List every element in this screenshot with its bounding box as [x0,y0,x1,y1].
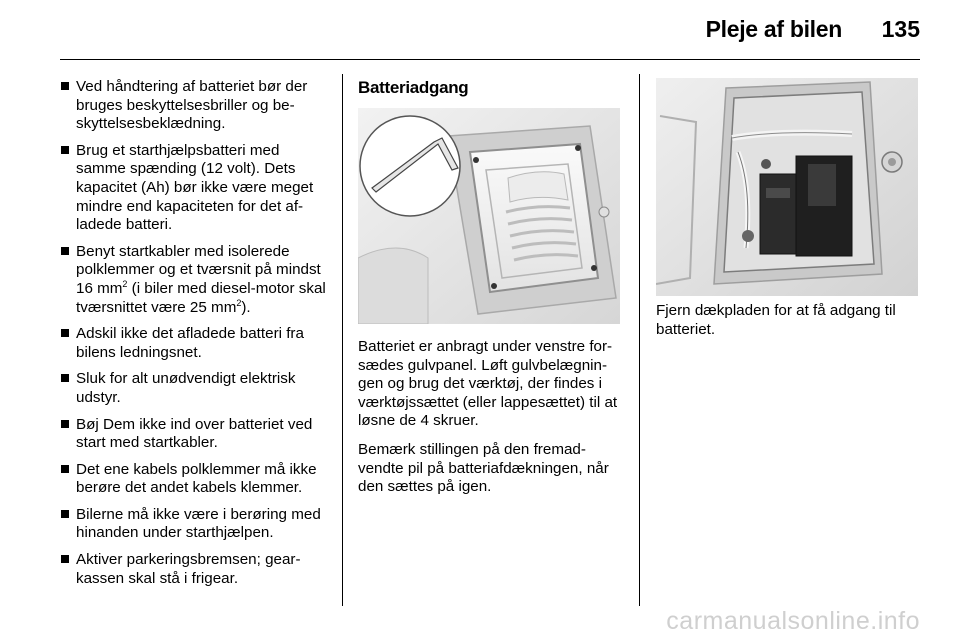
header-rule [60,59,920,60]
battery-cover-illustration [358,108,620,324]
bullet-item: Bilerne må ikke være i berøring med hinanden under starthjælpen. [60,506,332,543]
column-divider-2 [639,74,640,606]
safety-bullet-list [60,78,332,588]
section-heading: Batteriadgang [358,78,469,97]
bullet-item: Bøj Dem ikke ind over batteriet ved start med startkabler. [60,416,332,453]
bullet-item: Benyt startkabler med isolerede polklemmer og et tværsnit på mindst 16 $mm^2$ (i biler med diesel-motor skal tværsnittet være 25 $mm^2$). [60,243,332,317]
bullet-square-icon [61,465,69,473]
page-header-title: Pleje af bilen [705,16,842,42]
page-number: 135 [881,16,920,42]
bullet-item: Adskil ikke det afladede batteri fra bilens ledningsnet. [60,325,332,362]
watermark-text: carmanualsonline.info [666,607,920,635]
bullet-item: Aktiver parkeringsbremsen; gear-kassen skal stå i frigear. [60,551,332,588]
bullet-square-icon [61,555,69,563]
battery-photo-column [656,78,920,349]
bullet-square-icon [61,374,69,382]
battery-compartment-illustration [656,78,918,296]
body-paragraph: Batteriet er anbragt under venstre for-sædes gulvpanel. Løft gulvbelægnin-gen og brug det værktøj, der findes i værktøjssættet (eller lappesættet) til at løsne de 4 skruer. [358,338,618,430]
body-paragraph: Bemærk stillingen på den fremad-vendte pil på batteriafdækningen, når den sættes på igen. [358,440,609,496]
bullet-square-icon [61,510,69,518]
bullet-item: Det ene kabels polklemmer må ikke berøre det andet kabels klemmer. [60,461,332,498]
bullet-item: Sluk for alt unødvendigt elektrisk udstyr. [60,370,332,407]
bullet-square-icon [61,420,69,428]
battery-access-column [358,78,628,507]
body-paragraph: Fjern dækpladen for at få adgang til batteriet. [656,302,896,338]
bullet-square-icon [61,146,69,154]
bullet-square-icon [61,82,69,90]
bullet-square-icon [61,247,69,255]
bullet-item: Ved håndtering af batteriet bør der bruges beskyttelsesbriller og be-skyttelsesbeklædning. [60,78,332,134]
safety-bullets-column [60,78,332,596]
column-divider-1 [342,74,343,606]
bullet-square-icon [61,329,69,337]
bullet-item: Brug et starthjælpsbatteri med samme spænding (12 volt). Dets kapacitet (Ah) bør ikke være meget mindre end kapaciteten for det af-ladede batteri. [60,142,332,235]
